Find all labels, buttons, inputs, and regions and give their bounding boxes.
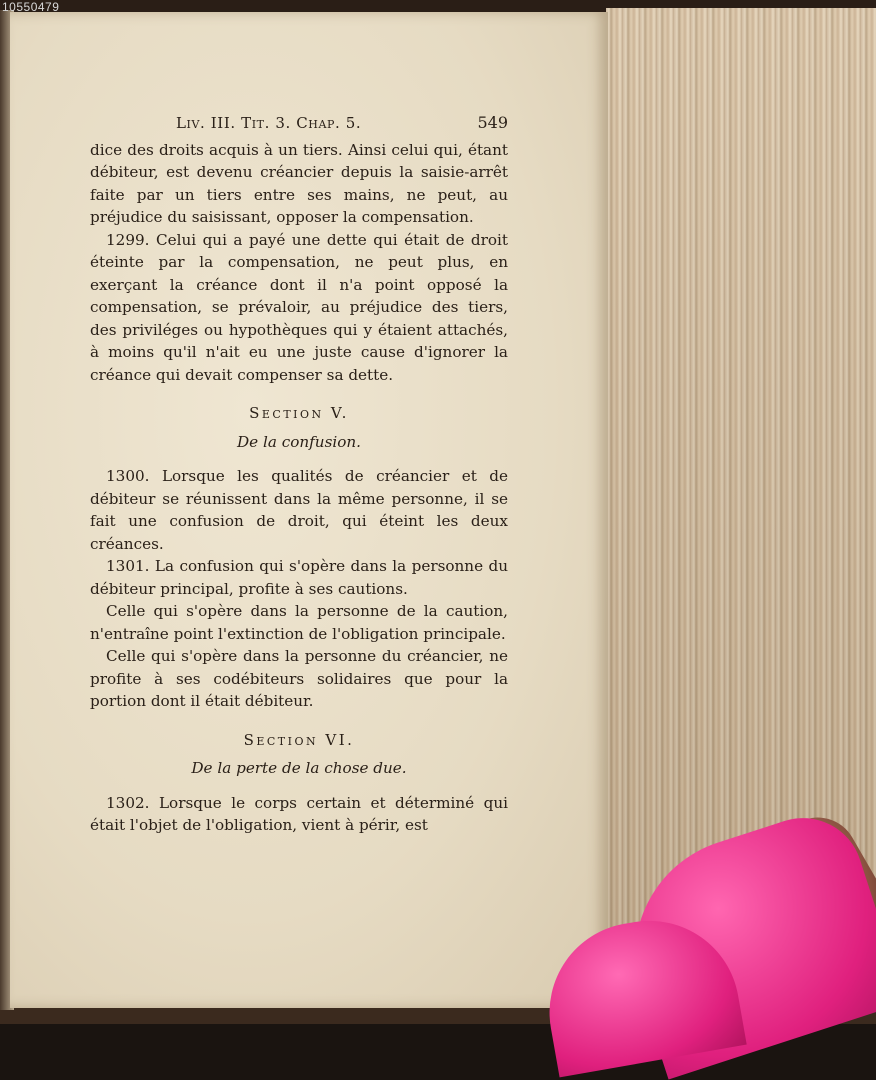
scan-id-label: 10550479 bbox=[2, 0, 60, 14]
section-title: Section VI. bbox=[243, 730, 355, 749]
paragraph: 1301. La confusion qui s'opère dans la personne du débiteur principal, profite à ses cautions. bbox=[90, 557, 508, 598]
paragraph: 1302. Lorsque le corps certain et déterminé qui était l'objet de l'obligation, vient à périr, est bbox=[90, 793, 508, 834]
paragraph: Celle qui s'opère dans la personne du créancier, ne profite à ses codébiteurs solidaires que pour la portion dont il était débiteur. bbox=[90, 647, 508, 710]
page-text bbox=[90, 112, 508, 837]
paragraph: 1299. Celui qui a payé une dette qui était de droit éteinte par la compensation, ne peut plus, en exerçant la créance dont il n'a point opposé la compensation, se prévaloir, au préjudice des tiers, des priviléges ou hypothèques qui y étaient attachés, à moins qu'il n'ait eu une juste cause d'ignorer la créance qui devait compenser sa dette. bbox=[90, 230, 508, 384]
paragraph: Celle qui s'opère dans la personne de la caution, n'entraîne point l'extinction de l'obligation principale. bbox=[90, 602, 508, 643]
paragraph: 1300. Lorsque les qualités de créancier et de débiteur se réunissent dans la même personne, il se fait une confusion de droit, qui éteint les deux créances. bbox=[90, 467, 508, 553]
running-header bbox=[90, 112, 508, 135]
section-title: Section V. bbox=[249, 404, 349, 422]
section-subtitle: De la perte de la chose due. bbox=[191, 759, 407, 777]
section-subtitle: De la confusion. bbox=[237, 432, 361, 451]
running-head: Liv. III. Tit. 3. Chap. 5. bbox=[176, 114, 362, 132]
page-number: 549 bbox=[477, 113, 508, 132]
paragraph: dice des droits acquis à un tiers. Ainsi celui qui, étant débiteur, est devenu créancier depuis la saisie-arrêt faite par un tiers entre ses mains, ne peut, au préjudice du saisissant, opposer la compensation. bbox=[90, 140, 508, 226]
